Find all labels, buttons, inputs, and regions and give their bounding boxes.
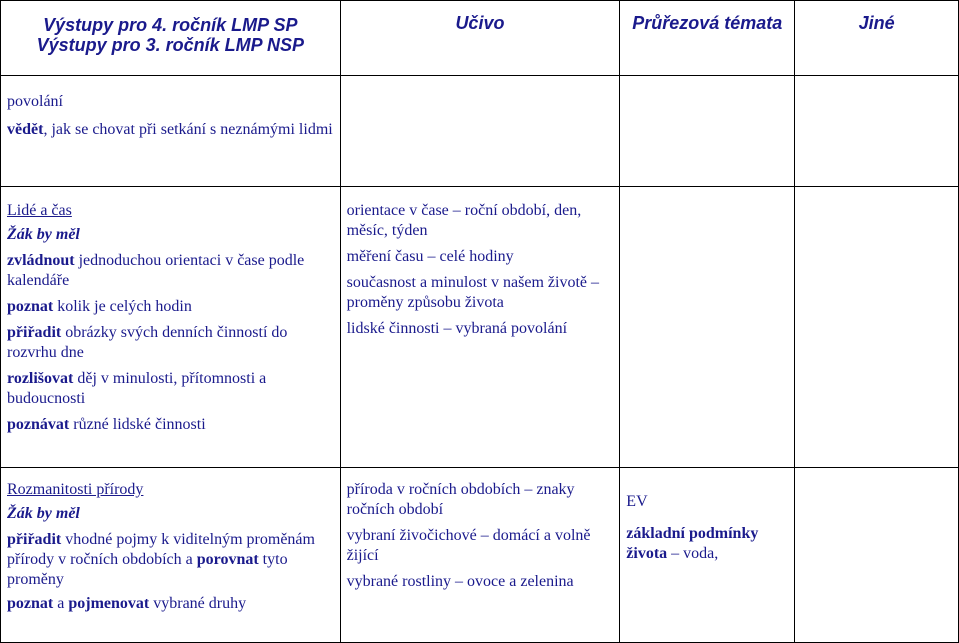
- crosscutting-cell: [620, 187, 795, 468]
- outcome-item: [7, 415, 334, 435]
- outcome-verb: porovnat: [196, 551, 259, 568]
- crosscutting-bold: základní podmínky života: [626, 525, 759, 562]
- curriculum-cell: [340, 468, 620, 643]
- outcome-item: [7, 323, 334, 363]
- outcome-text: děj v minulosti, přítomnosti a budoucnosti: [7, 370, 267, 407]
- curriculum-item: lidské činnosti – vybraná povolání: [346, 320, 568, 337]
- curriculum-item: současnost a minulost v našem životě – proměny způsobu života: [346, 274, 600, 311]
- curriculum-item: vybrané rostliny – ovoce a zelenina: [346, 573, 574, 590]
- table-header-row: [1, 1, 959, 76]
- outcome-text: obrázky svých denních činností do rozvrhu dne: [7, 324, 288, 361]
- header-curriculum: Učivo: [340, 1, 620, 76]
- outputs-cell: [1, 76, 341, 187]
- crosscutting-cell: [620, 76, 795, 187]
- outcome-text: a: [53, 595, 69, 612]
- crosscutting-cell: [620, 468, 795, 643]
- header-outputs-line1: Výstupy pro 4. ročník LMP SP: [43, 15, 298, 35]
- outcome-verb: poznávat: [7, 416, 70, 433]
- topic-title: [7, 480, 334, 500]
- outcome-verb: zvládnout: [7, 252, 75, 269]
- crosscutting-code: EV: [626, 493, 648, 510]
- outcome-item: [7, 297, 334, 317]
- crosscutting-text: – voda,: [667, 545, 719, 562]
- other-cell: [795, 187, 959, 468]
- curriculum-cell: [340, 187, 620, 468]
- outcome-item: [7, 251, 334, 291]
- outcome-item: [7, 120, 334, 140]
- outcome-text: vybrané druhy: [149, 595, 247, 612]
- curriculum-item: měření času – celé hodiny: [346, 248, 514, 265]
- other-cell: [795, 76, 959, 187]
- outputs-cell: [1, 468, 341, 643]
- outcome-verb: přiřadit: [7, 531, 62, 548]
- profession-line: povolání: [7, 93, 63, 110]
- outcome-verb: rozlišovat: [7, 370, 74, 387]
- curriculum-item: orientace v čase – roční období, den, měsíc, týden: [346, 202, 582, 239]
- outcome-text: , jak se chovat při setkání s neznámými lidmi: [43, 121, 333, 138]
- topic-title-text: Lidé a čas: [7, 202, 72, 219]
- outcome-item: [7, 530, 334, 590]
- outcome-verb: poznat: [7, 298, 54, 315]
- crosscutting-item: [626, 524, 788, 564]
- topic-title-text: Rozmanitosti přírody: [7, 481, 144, 498]
- table-row: [1, 468, 959, 643]
- outcome-verb: přiřadit: [7, 324, 62, 341]
- outcome-verb: vědět: [7, 121, 44, 138]
- outcome-text: jednoduchou orientaci v čase podle kalendáře: [7, 252, 305, 289]
- pupil-heading: Žák by měl: [7, 505, 80, 522]
- outcome-verb: poznat: [7, 595, 54, 612]
- header-other: Jiné: [795, 1, 959, 76]
- outputs-cell: [1, 187, 341, 468]
- header-crosscutting: Průřezová témata: [620, 1, 795, 76]
- table-row: [1, 76, 959, 187]
- outcome-item: [7, 369, 334, 409]
- pupil-heading: Žák by měl: [7, 226, 80, 243]
- header-outputs: [1, 1, 341, 76]
- outcome-text: různé lidské činnosti: [69, 416, 206, 433]
- outcome-text: tyto proměny: [7, 551, 288, 588]
- outcome-text: vhodné pojmy k viditelným proměnám přírody v ročních obdobích a: [7, 531, 315, 568]
- topic-title: [7, 201, 334, 221]
- outcome-text: kolik je celých hodin: [53, 298, 192, 315]
- outcome-verb: pojmenovat: [68, 595, 150, 612]
- curriculum-item: příroda v ročních obdobích – znaky ročních období: [346, 481, 575, 518]
- curriculum-cell: [340, 76, 620, 187]
- outcome-item: [7, 594, 334, 614]
- curriculum-item: vybraní živočichové – domácí a volně žijící: [346, 527, 591, 564]
- other-cell: [795, 468, 959, 643]
- table-row: [1, 187, 959, 468]
- header-outputs-line2: Výstupy pro 3. ročník LMP NSP: [36, 35, 304, 55]
